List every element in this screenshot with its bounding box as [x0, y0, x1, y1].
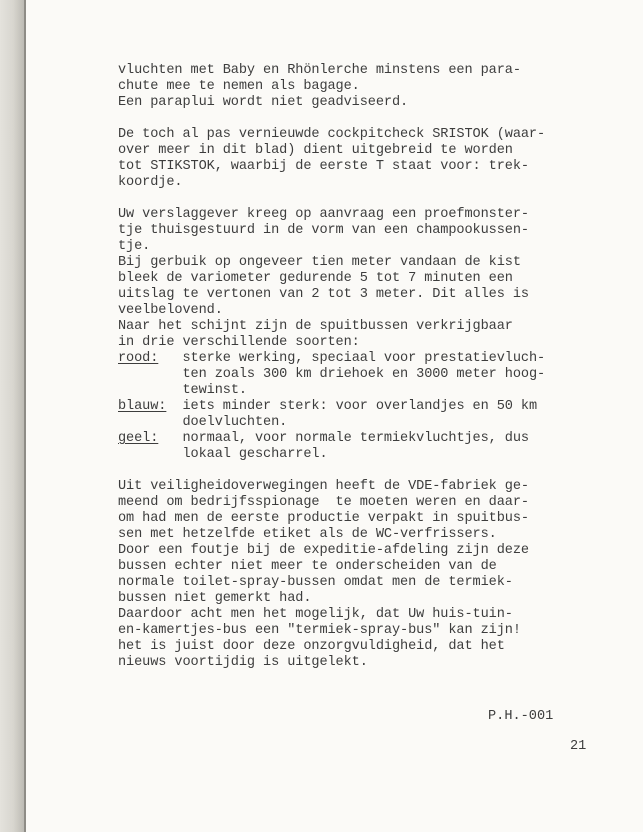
kind-line-blauw [118, 415, 628, 431]
text-line: veelbelovend. [118, 303, 223, 318]
kind-text: sterke werking, speciaal voor prestatievluch- [182, 351, 546, 366]
kind-line-rood [118, 383, 628, 399]
paragraph-gap [118, 111, 628, 127]
text-line: normale toilet-spray-bussen omdat men de termiek- [118, 575, 513, 590]
text-line: Uit veiligheidoverwegingen heeft de VDE-fabriek ge- [118, 479, 529, 494]
spray-kinds-list [118, 351, 628, 463]
text-line: en-kamertjes-bus een "termiek-spray-bus" kan zijn! [118, 623, 521, 638]
kind-label-blauw: blauw: [118, 399, 167, 414]
paragraph-gap [118, 463, 628, 479]
typewritten-article [118, 63, 628, 671]
kind-line-blauw [118, 399, 628, 415]
author-initials: P.H.-001 [488, 709, 554, 724]
text-line: Door een foutje bij de expeditie-afdeling zijn deze [118, 543, 529, 558]
paragraph-cockpitcheck [118, 127, 628, 191]
text-line: De toch al pas vernieuwde cockpitcheck SRISTOK (waar- [118, 127, 546, 142]
kind-text: ten zoals 300 km driehoek en 3000 meter hoog- [182, 367, 546, 382]
paragraph-gap [118, 191, 628, 207]
paragraph-espionage [118, 479, 628, 671]
text-line: vluchten met Baby en Rhönlerche minstens een para- [118, 63, 521, 78]
text-line: Naar het schijnt zijn de spuitbussen verkrijgbaar [118, 319, 513, 334]
text-line: bussen niet gemerkt had. [118, 591, 312, 606]
kind-label-geel: geel: [118, 431, 159, 446]
text-line: in drie verschillende soorten: [118, 335, 360, 350]
kind-label-rood: rood: [118, 351, 159, 366]
kind-line-geel [118, 447, 628, 463]
text-line: meend om bedrijfsspionage te moeten weren en daar- [118, 495, 529, 510]
text-line: nieuws voortijdig is uitgelekt. [118, 655, 368, 670]
text-line: over meer in dit blad) dient uitgebreid te worden [118, 143, 513, 158]
text-line: Uw verslaggever kreeg op aanvraag een proefmonster- [118, 207, 529, 222]
page-gutter-shadow [0, 0, 24, 832]
text-line: tje thuisgestuurd in de vorm van een champookussen- [118, 223, 529, 238]
text-line: uitslag te vertonen van 2 tot 3 meter. Dit alles is [118, 287, 529, 302]
text-line: het is juist door deze onzorgvuldigheid, dat het [118, 639, 505, 654]
text-line: tje. [118, 239, 151, 254]
paragraph-sample [118, 207, 628, 351]
text-line: Daardoor acht men het mogelijk, dat Uw huis-tuin- [118, 607, 513, 622]
kind-line-geel [118, 431, 628, 447]
page-number: 21 [570, 739, 587, 754]
kind-text: doelvluchten. [182, 415, 288, 430]
text-line: om had men de eerste productie verpakt in spuitbus- [118, 511, 529, 526]
kind-text: iets minder sterk: voor overlandjes en 50 km [182, 399, 538, 414]
text-line: sen met hetzelfde etiket als de WC-verfrissers. [118, 527, 497, 542]
text-line: bussen echter niet meer te onderscheiden van de [118, 559, 497, 574]
kind-text: tewinst. [182, 383, 247, 398]
text-line: chute mee te nemen als bagage. [118, 79, 360, 94]
kind-text: lokaal gescharrel. [182, 447, 328, 462]
text-line: koordje. [118, 175, 183, 190]
kind-line-rood [118, 351, 628, 367]
text-line: Een paraplui wordt niet geadviseerd. [118, 95, 409, 110]
text-line: bleek de variometer gedurende 5 tot 7 minuten een [118, 271, 513, 286]
kind-text: normaal, voor normale termiekvluchtjes, dus [182, 431, 529, 446]
kind-line-rood [118, 367, 628, 383]
text-line: Bij gerbuik op ongeveer tien meter vandaan de kist [118, 255, 521, 270]
paragraph-parachute [118, 63, 628, 111]
text-line: tot STIKSTOK, waarbij de eerste T staat voor: trek- [118, 159, 529, 174]
